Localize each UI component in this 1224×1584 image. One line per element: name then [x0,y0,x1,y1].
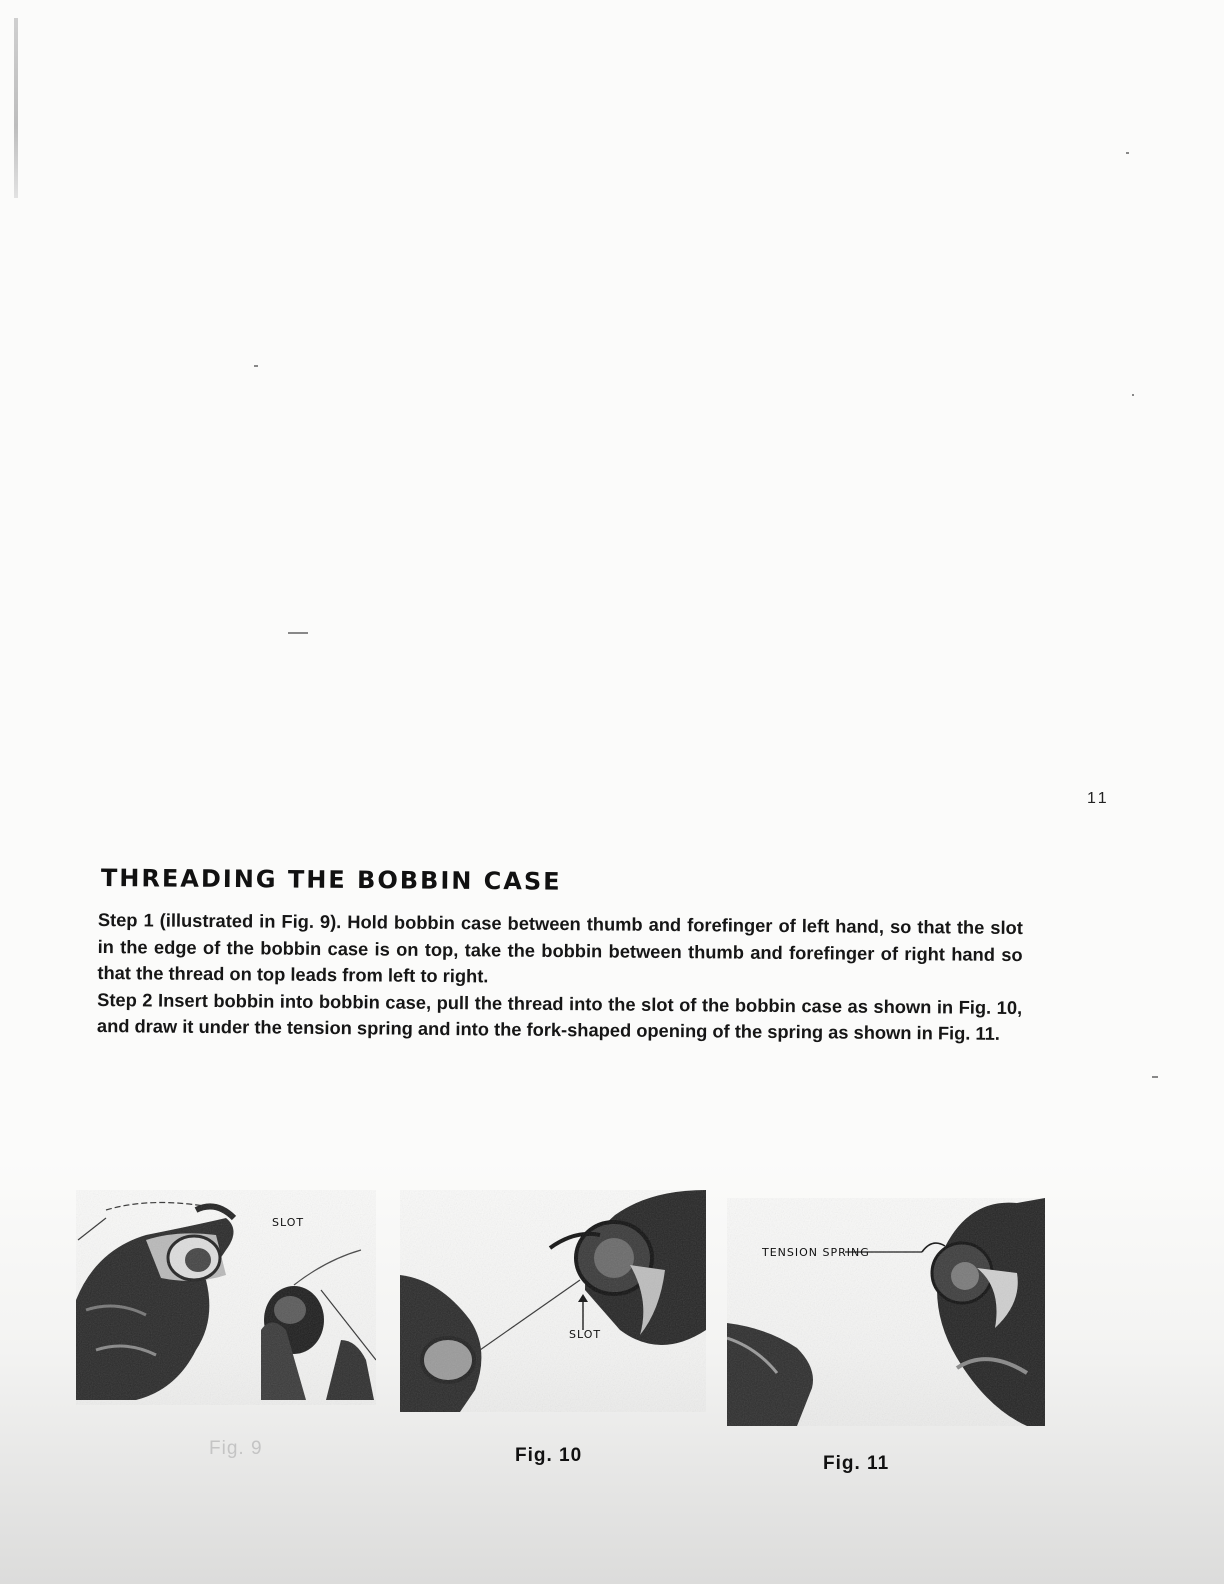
section-title: THREADING THE BOBBIN CASE [100,864,562,896]
thread-under-tension-spring-photo [727,1198,1045,1426]
scan-speck [1132,394,1134,396]
fig-11-caption: Fig. 11 [823,1453,890,1474]
fig-9-caption: Fig. 9 [209,1438,263,1459]
scan-speck [1152,1076,1158,1078]
scan-speck [254,365,258,367]
slot-callout-fig9: SLOT [272,1216,305,1229]
step-2-paragraph: Step 2 Insert bobbin into bobbin case, pull the thread into the slot of the bobbin case as shown in Fig. 10, and draw it under the tension spring and into the fork-shaped opening of the spring as shown in Fig. 11. [96,988,1023,1044]
fig-10-caption: Fig. 10 [515,1445,583,1466]
tension-spring-callout: TENSION SPRING [762,1246,870,1259]
page-number: 11 [1087,790,1110,807]
instruction-text [97,907,1023,1048]
slot-callout-fig10: SLOT [569,1328,602,1341]
scan-speck [1126,152,1129,154]
step-1-paragraph: Step 1 (illustrated in Fig. 9). Hold bobbin case between thumb and forefinger of left hand, so that the slot in the edge of the bobbin case is on top, take the bobbin between thumb and forefinger of right hand so that the thread on top leads from left to right. [97,908,1023,987]
hand-holding-bobbin-case-photo [76,1190,376,1405]
thread-into-slot-photo [400,1190,706,1412]
scan-edge-mark [14,18,18,198]
scan-speck [288,632,308,634]
